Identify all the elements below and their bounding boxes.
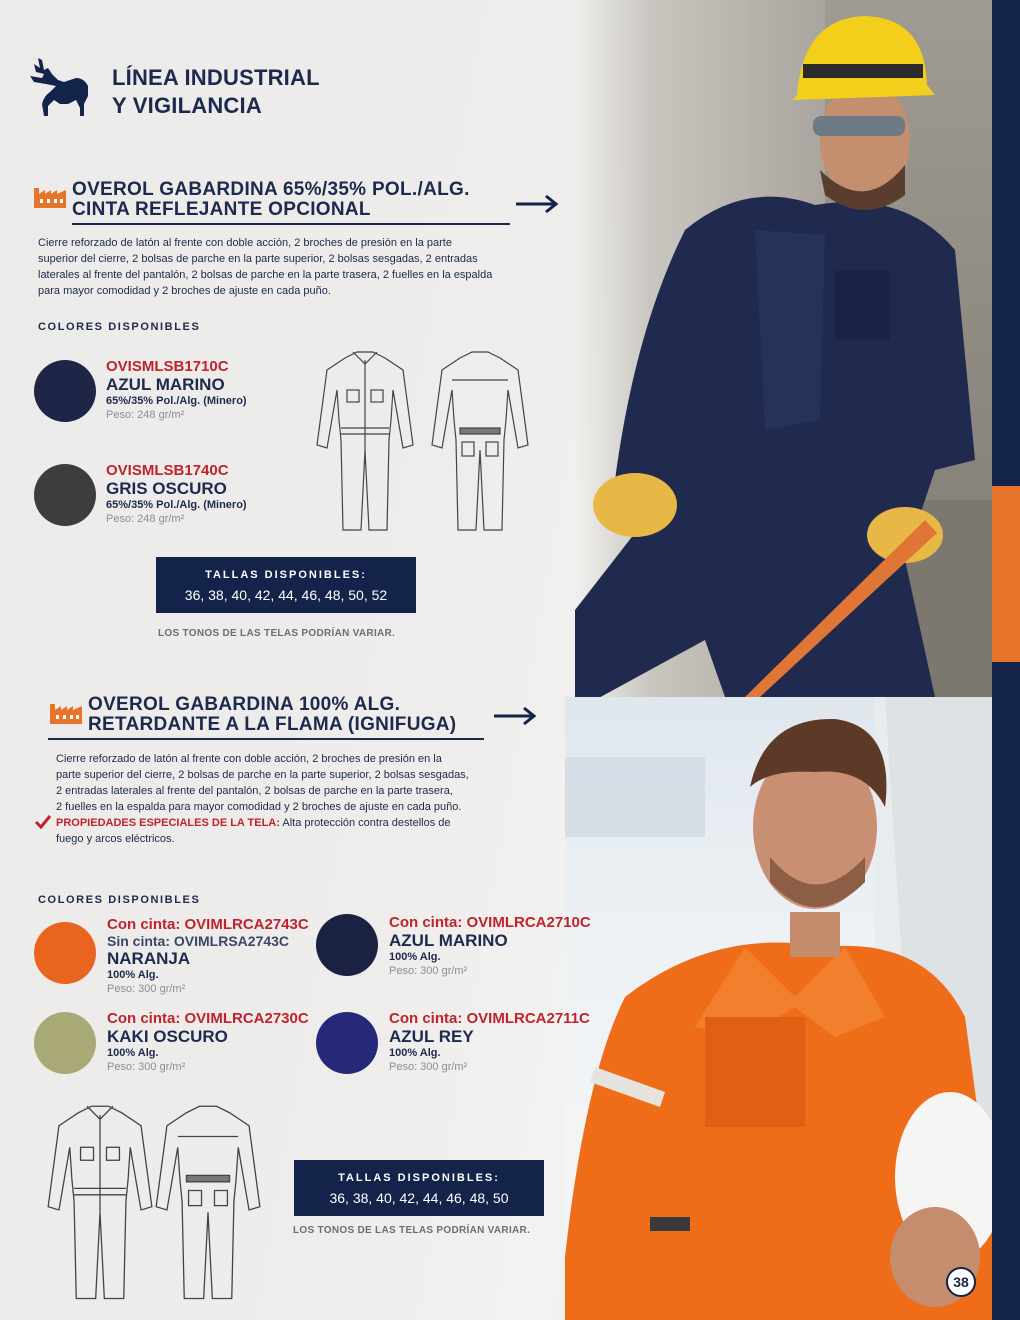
- section2-description: [56, 751, 516, 815]
- product-code-alt: Sin cinta: OVIMLRSA2743C: [107, 933, 290, 949]
- swatch-azul-marino: [316, 914, 378, 976]
- color-option: [106, 358, 247, 422]
- desc-line: para mayor comodidad y 2 broches de ajuste en cada puño.: [38, 285, 331, 297]
- fabric-weight: Peso: 300 gr/m²: [389, 1061, 468, 1073]
- special-properties-text: Alta protección contra destellos de: [279, 817, 451, 829]
- special-properties-label: PROPIEDADES ESPECIALES DE LA TELA:: [56, 817, 280, 829]
- desc-line: 2 fuelles en la espalda para mayor comodidad y 2 broches de ajuste en cada puño.: [56, 801, 462, 813]
- page-title-line1: LÍNEA INDUSTRIAL: [112, 65, 320, 90]
- swatch-azul-marino: [34, 360, 96, 422]
- product-code: OVISMLSB1740C: [106, 462, 229, 479]
- product-code: OVISMLSB1710C: [106, 358, 229, 375]
- sizes-label: TALLAS DISPONIBLES:: [205, 569, 367, 581]
- section2-sizes-box: [294, 1160, 544, 1216]
- color-option: [107, 916, 309, 996]
- desc-line: 2 entradas laterales al frente del pantalón, 2 bolsas de parche en la parte trasera,: [56, 785, 453, 797]
- section1-colors-label: COLORES DISPONIBLES: [38, 321, 201, 333]
- section2-title-line1: OVEROL GABARDINA 100% ALG.: [88, 694, 401, 715]
- desc-line: Cierre reforzado de latón al frente con doble acción, 2 broches de presión en la parte: [38, 237, 452, 249]
- section1-title: [72, 180, 470, 220]
- sizes-values: 36, 38, 40, 42, 44, 46, 48, 50: [329, 1190, 509, 1206]
- section2-underline: [48, 738, 484, 740]
- composition: 65%/35% Pol./Alg. (Minero): [106, 395, 247, 407]
- arrow-right-icon: [494, 706, 538, 731]
- desc-line: parte superior del cierre, 2 bolsas de parche en la parte superior, 2 bolsas sesgadas,: [56, 769, 469, 781]
- page-title-line2: Y VIGILANCIA: [112, 93, 262, 118]
- desc-line: superior del cierre, 2 bolsas de parche en la parte superior, 2 bolsas sesgadas, 2 entradas: [38, 253, 478, 265]
- section1-underline: [72, 223, 510, 225]
- fabric-weight: Peso: 248 gr/m²: [106, 409, 185, 421]
- factory-icon: [50, 700, 82, 729]
- composition: 100% Alg.: [389, 951, 441, 963]
- section2-note: LOS TONOS DE LAS TELAS PODRÍAN VARIAR.: [293, 1225, 531, 1236]
- photo-orange-coverall-worker: [565, 697, 992, 1320]
- fabric-weight: Peso: 300 gr/m²: [107, 983, 186, 995]
- section2-colors-label: COLORES DISPONIBLES: [38, 894, 201, 906]
- color-name: NARANJA: [107, 949, 191, 968]
- deer-logo-icon: [28, 56, 94, 123]
- checkmark-icon: [34, 814, 52, 835]
- sizes-label: TALLAS DISPONIBLES:: [338, 1172, 500, 1184]
- coverall-front-drawing: [46, 1104, 154, 1309]
- coverall-back-drawing: [430, 350, 530, 540]
- coverall-front-drawing: [315, 350, 415, 540]
- page-number: 38: [946, 1267, 976, 1297]
- section1-sizes-box: [156, 557, 416, 613]
- section2-title: [88, 695, 456, 735]
- page-title: [112, 64, 320, 120]
- product-code: Con cinta: OVIMLRCA2743C: [107, 916, 309, 933]
- product-code: Con cinta: OVIMLRCA2710C: [389, 914, 591, 931]
- swatch-naranja: [34, 922, 96, 984]
- section1-description: [38, 235, 558, 299]
- color-option: [389, 914, 591, 978]
- section1-title-line1: OVEROL GABARDINA 65%/35% POL./ALG.: [72, 179, 470, 200]
- product-code: Con cinta: OVIMLRCA2730C: [107, 1010, 309, 1027]
- color-name: KAKI OSCURO: [107, 1027, 228, 1046]
- fabric-weight: Peso: 300 gr/m²: [389, 965, 468, 977]
- color-name: AZUL REY: [389, 1027, 474, 1046]
- factory-icon: [34, 184, 66, 213]
- swatch-azul-rey: [316, 1012, 378, 1074]
- fabric-weight: Peso: 300 gr/m²: [107, 1061, 186, 1073]
- color-option: [389, 1010, 590, 1074]
- coverall-back-drawing: [154, 1104, 262, 1309]
- arrow-right-icon: [516, 194, 560, 219]
- composition: 100% Alg.: [107, 1047, 159, 1059]
- special-properties: [56, 815, 516, 847]
- product-code: Con cinta: OVIMLRCA2711C: [389, 1010, 590, 1027]
- photo-navy-coverall-worker: [575, 0, 992, 697]
- page-edge-tab: [992, 486, 1020, 662]
- composition: 100% Alg.: [107, 969, 159, 981]
- desc-line: Cierre reforzado de latón al frente con doble acción, 2 broches de presión en la: [56, 753, 442, 765]
- swatch-kaki-oscuro: [34, 1012, 96, 1074]
- fabric-weight: Peso: 248 gr/m²: [106, 513, 185, 525]
- swatch-gris-oscuro: [34, 464, 96, 526]
- color-option: [106, 462, 247, 526]
- section1-note: LOS TONOS DE LAS TELAS PODRÍAN VARIAR.: [158, 628, 396, 639]
- color-name: GRIS OSCURO: [106, 479, 227, 498]
- color-option: [107, 1010, 309, 1074]
- desc-line: laterales al frente del pantalón, 2 bolsas de parche en la parte trasera, 2 fuelles en la espalda: [38, 269, 493, 281]
- composition: 65%/35% Pol./Alg. (Minero): [106, 499, 247, 511]
- section1-title-line2: CINTA REFLEJANTE OPCIONAL: [72, 199, 371, 220]
- color-name: AZUL MARINO: [389, 931, 508, 950]
- color-name: AZUL MARINO: [106, 375, 225, 394]
- sizes-values: 36, 38, 40, 42, 44, 46, 48, 50, 52: [184, 587, 388, 603]
- special-properties-line2: fuego y arcos eléctricos.: [56, 833, 175, 845]
- section2-title-line2: RETARDANTE A LA FLAMA (IGNIFUGA): [88, 714, 457, 735]
- composition: 100% Alg.: [389, 1047, 441, 1059]
